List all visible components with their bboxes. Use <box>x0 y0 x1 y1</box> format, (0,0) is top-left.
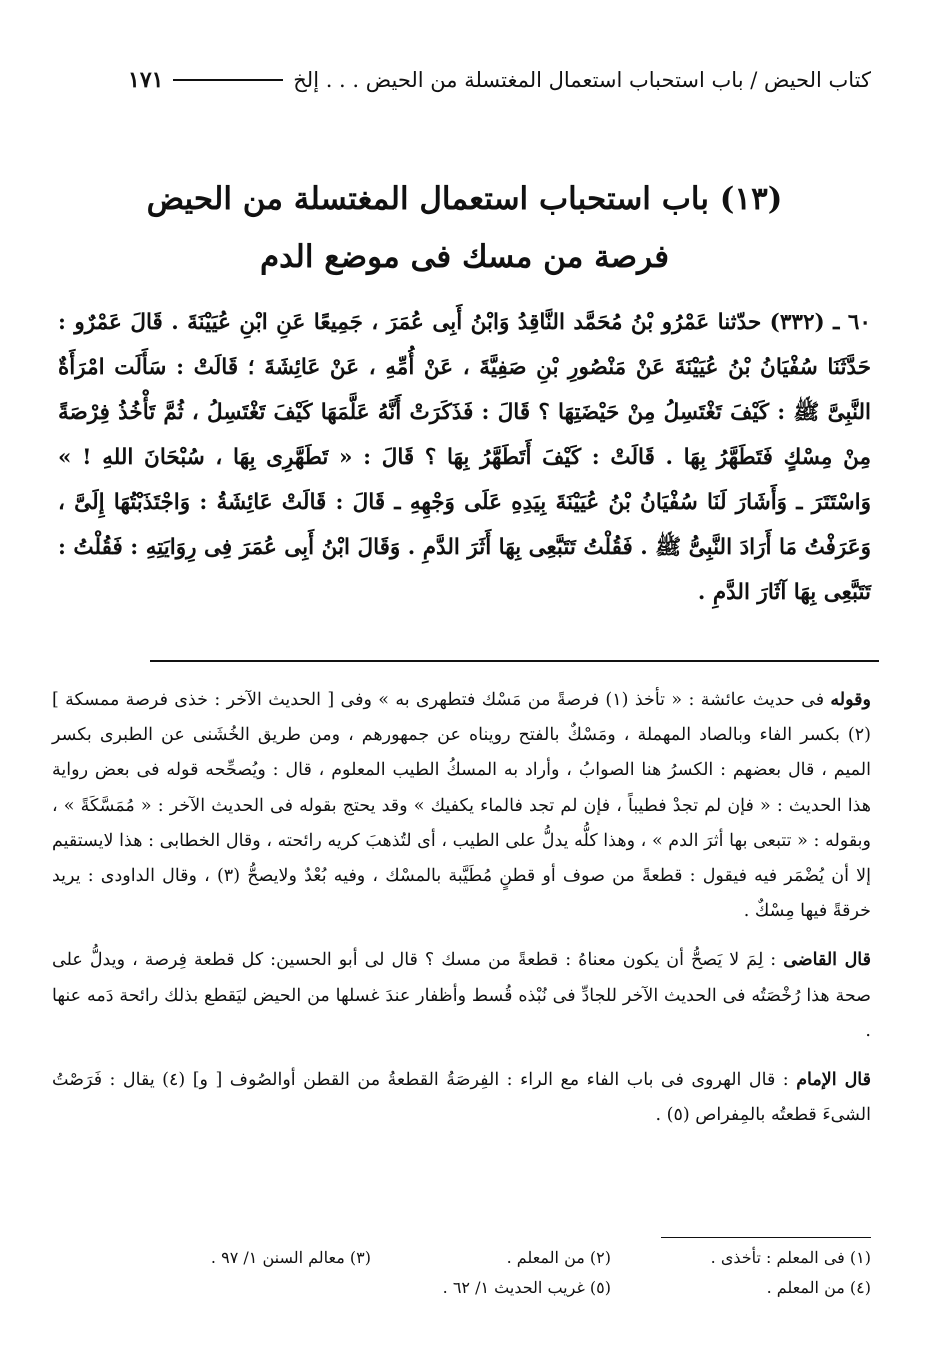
paragraph-text: : لِمَ لا يَصحُّ أن يكون معناهُ : قطعةً من مسك ؟ قال لى أبو الحسين: كل قطعة فِرصة ، ويدلُّ على صحة هذا رُخْصَتُه فى الحديث الآخر للجادِّ فى نُبْذه قُسط وأظفار عندَ غسلها من الحيض ليَقطع بذلك رائحة دَمه عنها . <box>52 950 871 1041</box>
footnote-row <box>58 1272 871 1302</box>
footnote-row <box>58 1242 871 1272</box>
page-number: ١٧١ <box>128 67 164 93</box>
footnote-5: (٥) غريب الحديث ١/ ٦٢ . <box>442 1277 611 1297</box>
paragraph-lead: وقوله <box>830 690 871 710</box>
commentary-paragraph <box>52 683 871 929</box>
footnote-rule <box>661 1237 871 1238</box>
hadith-text: ٦٠ ـ (٣٣٢) حدّثنا عَمْرُو بْنُ مُحَمَّد النَّاقِدُ وَابْنُ أَبِى عُمَرَ ، جَمِيعًا عَنِ ابْنِ عُيَيْنَةَ . قَالَ عَمْرٌو : حَدَّثَنَا سُفْيَانُ بْنُ عُيَيْنَةَ عَنْ مَنْصُورِ بْنِ صَفِيَّةَ ، عَنْ أُمِّهِ ، عَنْ عَائِشَةَ ؛ قَالَتْ : سَأَلَت امْرَأَةٌ النَّبِىَّ ﷺ : كَيْفَ تَغْتَسِلُ مِنْ حَيْضَتِهَا ؟ قَالَ : فَذَكَرَتْ أَنَّهُ عَلَّمَهَا كَيْفَ تَغْتَسِلُ ، ثُمَّ تَأْخُذُ فِرْصَةً مِنْ مِسْكٍ فَتَطَهَّرُ بِهَا . قَالَتْ : كَيْفَ أَتَطَهَّرُ بِهَا ؟ قَالَ : « تَطَهَّرِى بِهَا ، سُبْحَانَ اللهِ ! » وَاسْتَتَرَ ـ وَأَشَارَ لَنَا سُفْيَانُ بْنُ عُيَيْنَةَ بِيَدِهِ عَلَى وَجْهِهِ ـ قَالَ : قَالَتْ عَائِشَةُ : وَاجْتَذَبْتُهَا إِلَىَّ ، وَعَرَفْتُ مَا أَرَادَ النَّبِىُّ ﷺ . فَقُلْتُ تَتَبَّعِى بِهَا أَثَرَ الدَّمِ . وَقَالَ ابْنُ أَبِى عُمَرَ فِى رِوَايَتِهِ : فَقُلْتُ : تَتَبَّعِى بِهَا آثَارَ الدَّمِ . <box>58 310 871 605</box>
footnote-2: (٢) من المعلم . <box>506 1247 611 1267</box>
chapter-title-line1: (١٣) باب استحباب استعمال المغتسلة من الحيض <box>146 181 783 217</box>
commentary-paragraph <box>52 943 871 1049</box>
footnote-3: (٣) معالم السنن ١/ ٩٧ . <box>210 1247 371 1267</box>
paragraph-text: فى حديث عائشة : « تأخذ (١) فرصةً من مَسْك فتطهرى به » وفى [ الحديث الآخر : خذى فرصة ممسكة ] (٢) بكسر الفاء وبالصاد المهملة ، ومَسْكٌ بالفتح رويناه عن جمهورهم ، ومن طريق الخُشَنى عن الطبرى بكسر الميم ، قال بعضهم : الكسرُ هنا الصوابُ ، وأراد به المسكُ الطيب المعلوم ، قال : ويُصحِّحه قوله فى بعض رواية هذا الحديث : « فإن لم تجدْ فطيباً ، فإن لم تجد فالماء يكفيك » وقد يحتج بقوله فى الحديث الآخر : « مُمَسَّكَةً » ، وبقوله : « تتبعى بها أثرَ الدم » ، وهذا كلُّه يدلُّ على الطيب ، أى لتُذهبَ كريه رائحته ، وقال الخطابى : هذا لايستقيم إلا أن يُضْمَر فيه فيقول : قطعةً من صوف أو قطنٍ مُطَيَّبة بالمسْك ، وفيه بُعْدٌ ولايصحُّ (٣) ، وقال الداودى : يريد خرقةً فيها مِسْكٌ . <box>52 690 871 922</box>
footnote-4: (٤) من المعلم . <box>766 1277 871 1297</box>
commentary <box>52 683 871 1147</box>
chapter-heading <box>0 170 929 286</box>
footnote-1: (١) فى المعلم : تأخذى . <box>710 1247 871 1267</box>
paragraph-lead: قال القاضى <box>783 950 871 971</box>
header-rule <box>173 79 283 81</box>
chapter-title-line2: فرصة من مسك فى موضع الدم <box>259 239 670 275</box>
paragraph-lead: قال الإمام <box>796 1070 871 1091</box>
paragraph-text: : قال الهروى فى باب الفاء مع الراء : الفِرصَةُ القطعةُ من القطن أوالصُوف [ و] (٤) يقال : فَرَصْتُ الشىءَ قطعتُه بالمِفراص (٥) . <box>52 1070 871 1126</box>
footnotes <box>58 1242 871 1302</box>
text-commentary-divider <box>150 660 879 662</box>
running-head <box>128 62 871 98</box>
commentary-paragraph <box>52 1063 871 1133</box>
running-title: كتاب الحيض / باب استحباب استعمال المغتسلة من الحيض . . . إلخ <box>293 68 871 92</box>
